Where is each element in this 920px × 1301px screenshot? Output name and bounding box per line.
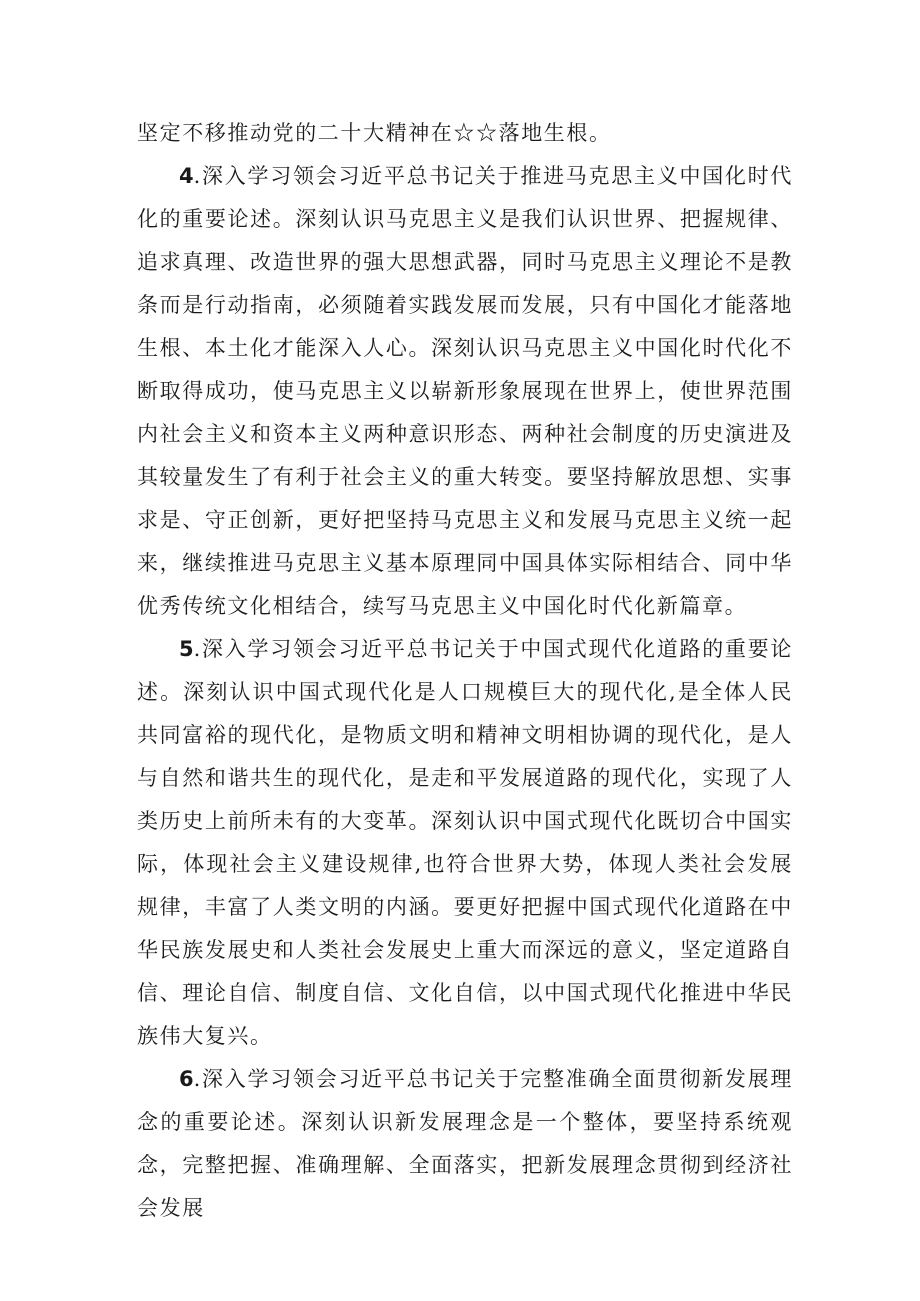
paragraph-text: .深入学习领会习近平总书记关于推进马克思主义中国化时代化的重要论述。深刻认识马克思主义是我们认识世界、把握规律、追求真理、改造世界的强大思想武器，同时马克思主义理论不是教条而是行动指南，必须随着实践发展而发展，只有中国化才能落地生根、本土化才能深入人心。深刻认识马克思主义中国化时代化不断取得成功，使马克思主义以崭新形象展现在世界上，使世界范围内社会主义和资本主义两种意识形态、两种社会制度的历史演进及其较量发生了有利于社会主义的重大转变。要坚持解放思想、实事求是、守正创新，更好把坚持马克思主义和发展马克思主义统一起来，继续推进马克思主义基本原理同中国具体实际相结合、同中华优秀传统文化相结合，续写马克思主义中国化时代化新篇章。 <box>137 164 793 618</box>
paragraph-continuation <box>137 112 793 155</box>
item-number: 5 <box>179 637 194 661</box>
paragraph-text: 坚定不移推动党的二十大精神在☆☆落地生根。 <box>137 121 612 145</box>
paragraph-text: .深入学习领会习近平总书记关于完整准确全面贯彻新发展理念的重要论述。深刻认识新发展理念是一个整体，要坚持系统观念，完整把握、准确理解、全面落实，把新发展理念贯彻到经济社会发展 <box>137 1067 793 1220</box>
paragraph-item-5 <box>137 628 793 1058</box>
document-body <box>137 112 793 1230</box>
paragraph-item-6 <box>137 1058 793 1230</box>
item-number: 4 <box>179 164 194 188</box>
paragraph-text: .深入学习领会习近平总书记关于中国式现代化道路的重要论述。深刻认识中国式现代化是人口规模巨大的现代化,是全体人民共同富裕的现代化，是物质文明和精神文明相协调的现代化，是人与自然和谐共生的现代化，是走和平发展道路的现代化，实现了人类历史上前所未有的大变革。深刻认识中国式现代化既切合中国实际，体现社会主义建设规律,也符合世界大势，体现人类社会发展规律，丰富了人类文明的内涵。要更好把握中国式现代化道路在中华民族发展史和人类社会发展史上重大而深远的意义，坚定道路自信、理论自信、制度自信、文化自信，以中国式现代化推进中华民族伟大复兴。 <box>137 637 793 1048</box>
paragraph-item-4 <box>137 155 793 628</box>
item-number: 6 <box>179 1067 194 1091</box>
